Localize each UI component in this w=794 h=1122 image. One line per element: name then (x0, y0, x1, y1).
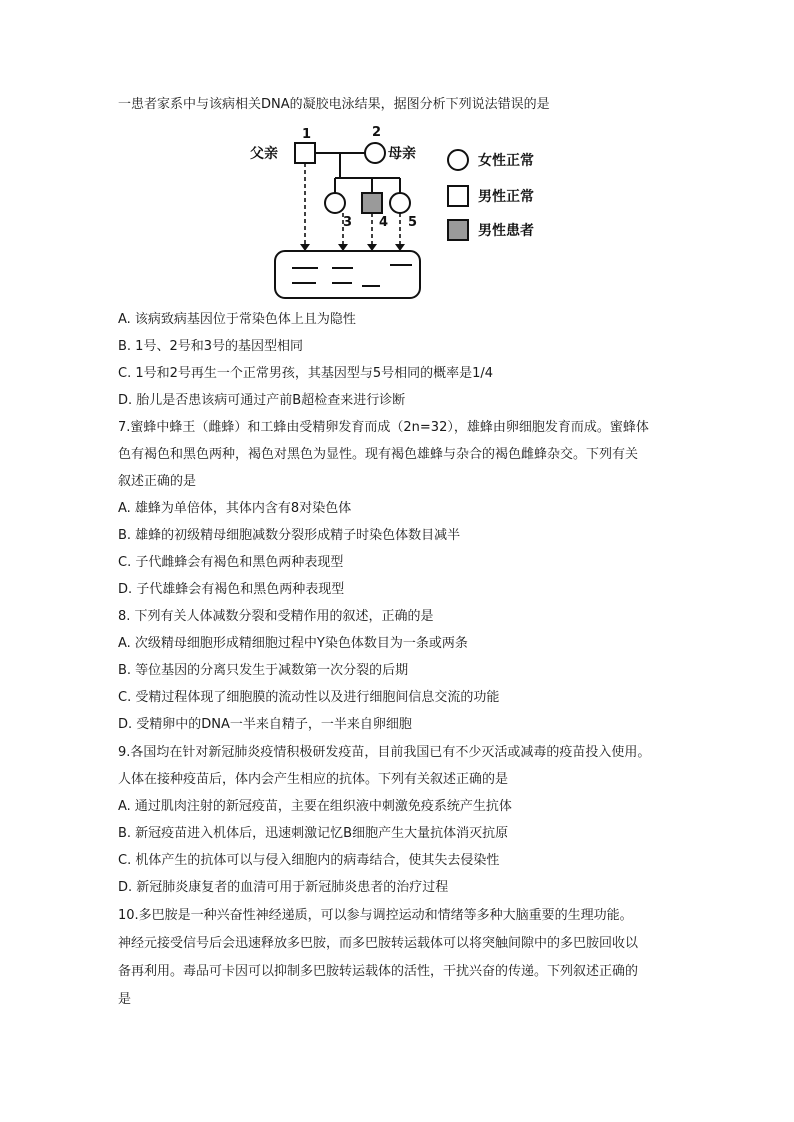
q7-stem-line-1: 7.蜜蜂中蜂王（雌蜂）和工蜂由受精卵发育而成（2n=32），雄蜂由卵细胞发育而成。蜜蜂体 (118, 420, 649, 435)
q9-stem-line-2: 人体在接种疫苗后，体内会产生相应的抗体。下列有关叙述正确的是 (118, 772, 509, 787)
q10-stem-line-1: 10.多巴胺是一种兴奋性神经递质，可以参与调控运动和情绪等多种大脑重要的生理功能。 (118, 908, 633, 923)
q9-option-b: B. 新冠疫苗进入机体后，迅速刺激记忆B细胞产生大量抗体消灭抗原 (118, 826, 509, 841)
q7-option-c: C. 子代雌蜂会有褐色和黑色两种表现型 (118, 555, 344, 570)
father-symbol (295, 143, 315, 163)
number-1: 1 (302, 127, 312, 142)
pedigree-gel-figure (240, 118, 560, 303)
q10-stem-line-3: 备再利用。毒品可卡因可以抑制多巴胺转运载体的活性，干扰兴奋的传递。下列叙述正确的 (118, 964, 639, 979)
number-2: 2 (372, 125, 382, 140)
legend-female-normal: 女性正常 (478, 153, 534, 169)
father-label: 父亲 (250, 146, 278, 162)
child-3-symbol (325, 193, 345, 213)
legend-female-normal-symbol (448, 150, 468, 170)
q9-option-c: C. 机体产生的抗体可以与侵入细胞内的病毒结合，使其失去侵染性 (118, 853, 500, 868)
mother-symbol (365, 143, 385, 163)
q7-stem-line-2: 色有褐色和黑色两种，褐色对黑色为显性。现有褐色雄蜂与杂合的褐色雌蜂杂交。下列有关 (118, 447, 639, 462)
number-3: 3 (343, 215, 353, 230)
q9-option-a: A. 通过肌肉注射的新冠疫苗，主要在组织液中刺激免疫系统产生抗体 (118, 799, 512, 814)
question-6-stem: 一患者家系中与该病相关DNA的凝胶电泳结果，据图分析下列说法错误的是 (118, 97, 550, 112)
q7-option-b: B. 雄蜂的初级精母细胞减数分裂形成精子时染色体数目减半 (118, 528, 461, 543)
q7-stem-line-3: 叙述正确的是 (118, 474, 197, 489)
arrow-heads (300, 244, 405, 251)
number-5: 5 (408, 215, 418, 230)
legend-male-normal: 男性正常 (478, 189, 534, 205)
mother-label: 母亲 (388, 146, 416, 162)
pedigree-diagram (240, 118, 560, 303)
gel-box (275, 251, 420, 298)
q8-stem: 8. 下列有关人体减数分裂和受精作用的叙述，正确的是 (118, 609, 434, 624)
q10-stem-line-2: 神经元接受信号后会迅速释放多巴胺，而多巴胺转运载体可以将突触间隙中的多巴胺回收以 (118, 936, 639, 951)
number-4: 4 (379, 215, 389, 230)
legend-male-normal-symbol (448, 186, 468, 206)
child-4-symbol-affected (362, 193, 382, 213)
q9-stem-line-1: 9.各国均在针对新冠肺炎疫情积极研发疫苗，目前我国已有不少灭活或减毒的疫苗投入使用。 (118, 745, 651, 760)
q6-option-d: D. 胎儿是否患该病可通过产前B超检查来进行诊断 (118, 393, 406, 408)
q8-option-b: B. 等位基因的分离只发生于减数第一次分裂的后期 (118, 663, 409, 678)
q6-option-a: A. 该病致病基因位于常染色体上且为隐性 (118, 312, 356, 327)
q7-option-a: A. 雄蜂为单倍体，其体内含有8对染色体 (118, 501, 352, 516)
q6-option-b: B. 1号、2号和3号的基因型相同 (118, 339, 303, 354)
legend-male-affected-symbol (448, 220, 468, 240)
q7-option-d: D. 子代雄蜂会有褐色和黑色两种表现型 (118, 582, 345, 597)
legend-male-affected: 男性患者 (478, 223, 534, 239)
q8-option-a: A. 次级精母细胞形成精细胞过程中Y染色体数目为一条或两条 (118, 636, 468, 651)
q10-stem-line-4: 是 (118, 992, 132, 1007)
q8-option-c: C. 受精过程体现了细胞膜的流动性以及进行细胞间信息交流的功能 (118, 690, 500, 705)
child-5-symbol (390, 193, 410, 213)
q6-option-c: C. 1号和2号再生一个正常男孩，其基因型与5号相同的概率是1/4 (118, 366, 494, 381)
sample-arrows (305, 163, 400, 246)
q9-option-d: D. 新冠肺炎康复者的血清可用于新冠肺炎患者的治疗过程 (118, 880, 449, 895)
q8-option-d: D. 受精卵中的DNA一半来自精子，一半来自卵细胞 (118, 717, 412, 732)
